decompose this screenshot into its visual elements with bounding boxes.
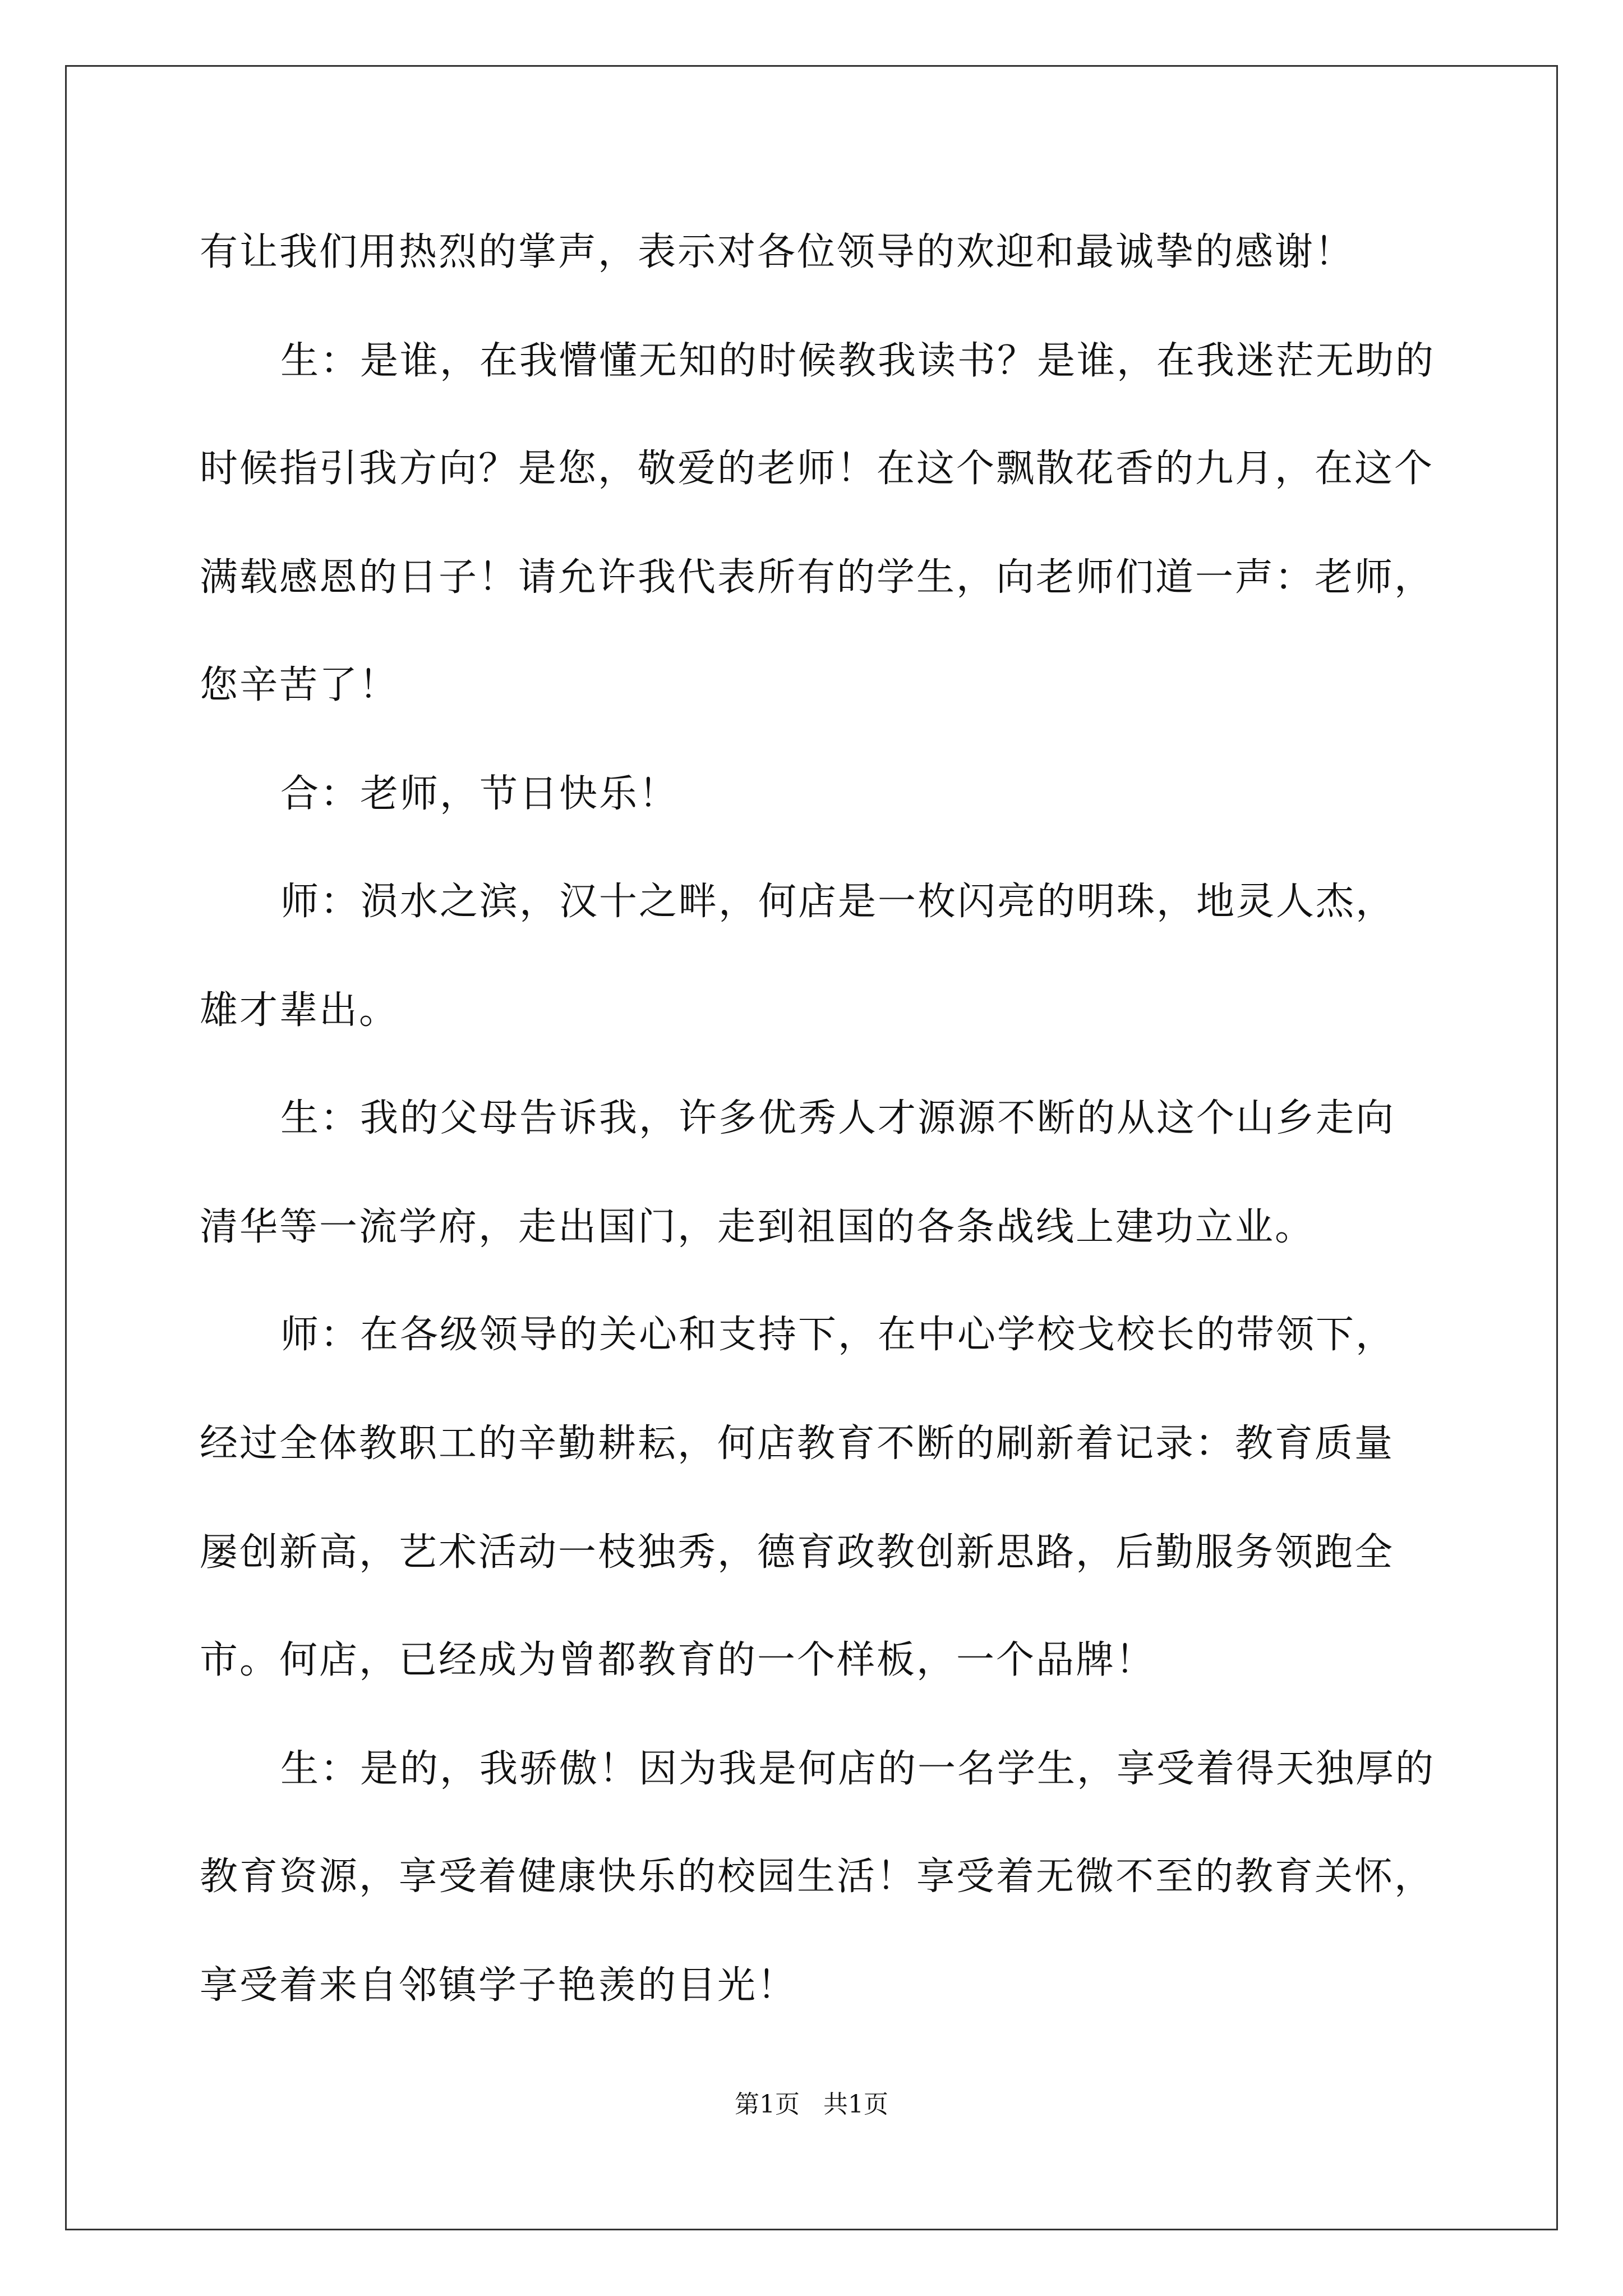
paragraph-line: 师：涢水之滨，汉十之畔，何店是一枚闪亮的明珠，地灵人杰，	[280, 880, 1396, 924]
paragraph-line: 教育资源，享受着健康快乐的校园生活！享受着无微不至的教育关怀，	[200, 1855, 1435, 1899]
page-footer	[0, 2092, 1623, 2117]
paragraph-line: 满载感恩的日子！请允许我代表所有的学生，向老师们道一声：老师，	[200, 555, 1435, 600]
paragraph-line: 师：在各级领导的关心和支持下，在中心学校戈校长的带领下，	[280, 1313, 1396, 1357]
paragraph-line: 屡创新高，艺术活动一枝独秀，德育政教创新思路，后勤服务领跑全	[200, 1530, 1395, 1575]
paragraph-line: 合：老师，节日快乐！	[280, 772, 679, 816]
paragraph-line: 时候指引我方向？是您，敬爱的老师！在这个飘散花香的九月，在这个	[200, 447, 1435, 491]
paragraph-line: 生：我的父母告诉我，许多优秀人才源源不断的从这个山乡走向	[280, 1096, 1396, 1140]
page-border	[65, 65, 1558, 2230]
paragraph-line: 清华等一流学府，走出国门，走到祖国的各条战线上建功立业。	[200, 1205, 1315, 1249]
paragraph-line: 生：是谁，在我懵懂无知的时候教我读书？是谁，在我迷茫无助的	[280, 339, 1436, 383]
page-number-total: 共1页	[823, 2090, 888, 2119]
page-number-current: 第1页	[735, 2090, 800, 2119]
paragraph-line: 雄才辈出。	[200, 988, 399, 1033]
paragraph-line: 生：是的，我骄傲！因为我是何店的一名学生，享受着得天独厚的	[280, 1747, 1436, 1791]
paragraph-line: 您辛苦了！	[200, 663, 399, 707]
paragraph-line: 享受着来自邻镇学子艳羡的目光！	[200, 1963, 797, 2008]
paragraph-line: 市。何店，已经成为曾都教育的一个样板，一个品牌！	[200, 1638, 1156, 1682]
paragraph-line: 有让我们用热烈的掌声，表示对各位领导的欢迎和最诚挚的感谢！	[200, 230, 1355, 274]
paragraph-line: 经过全体教职工的辛勤耕耘，何店教育不断的刷新着记录：教育质量	[200, 1421, 1395, 1466]
